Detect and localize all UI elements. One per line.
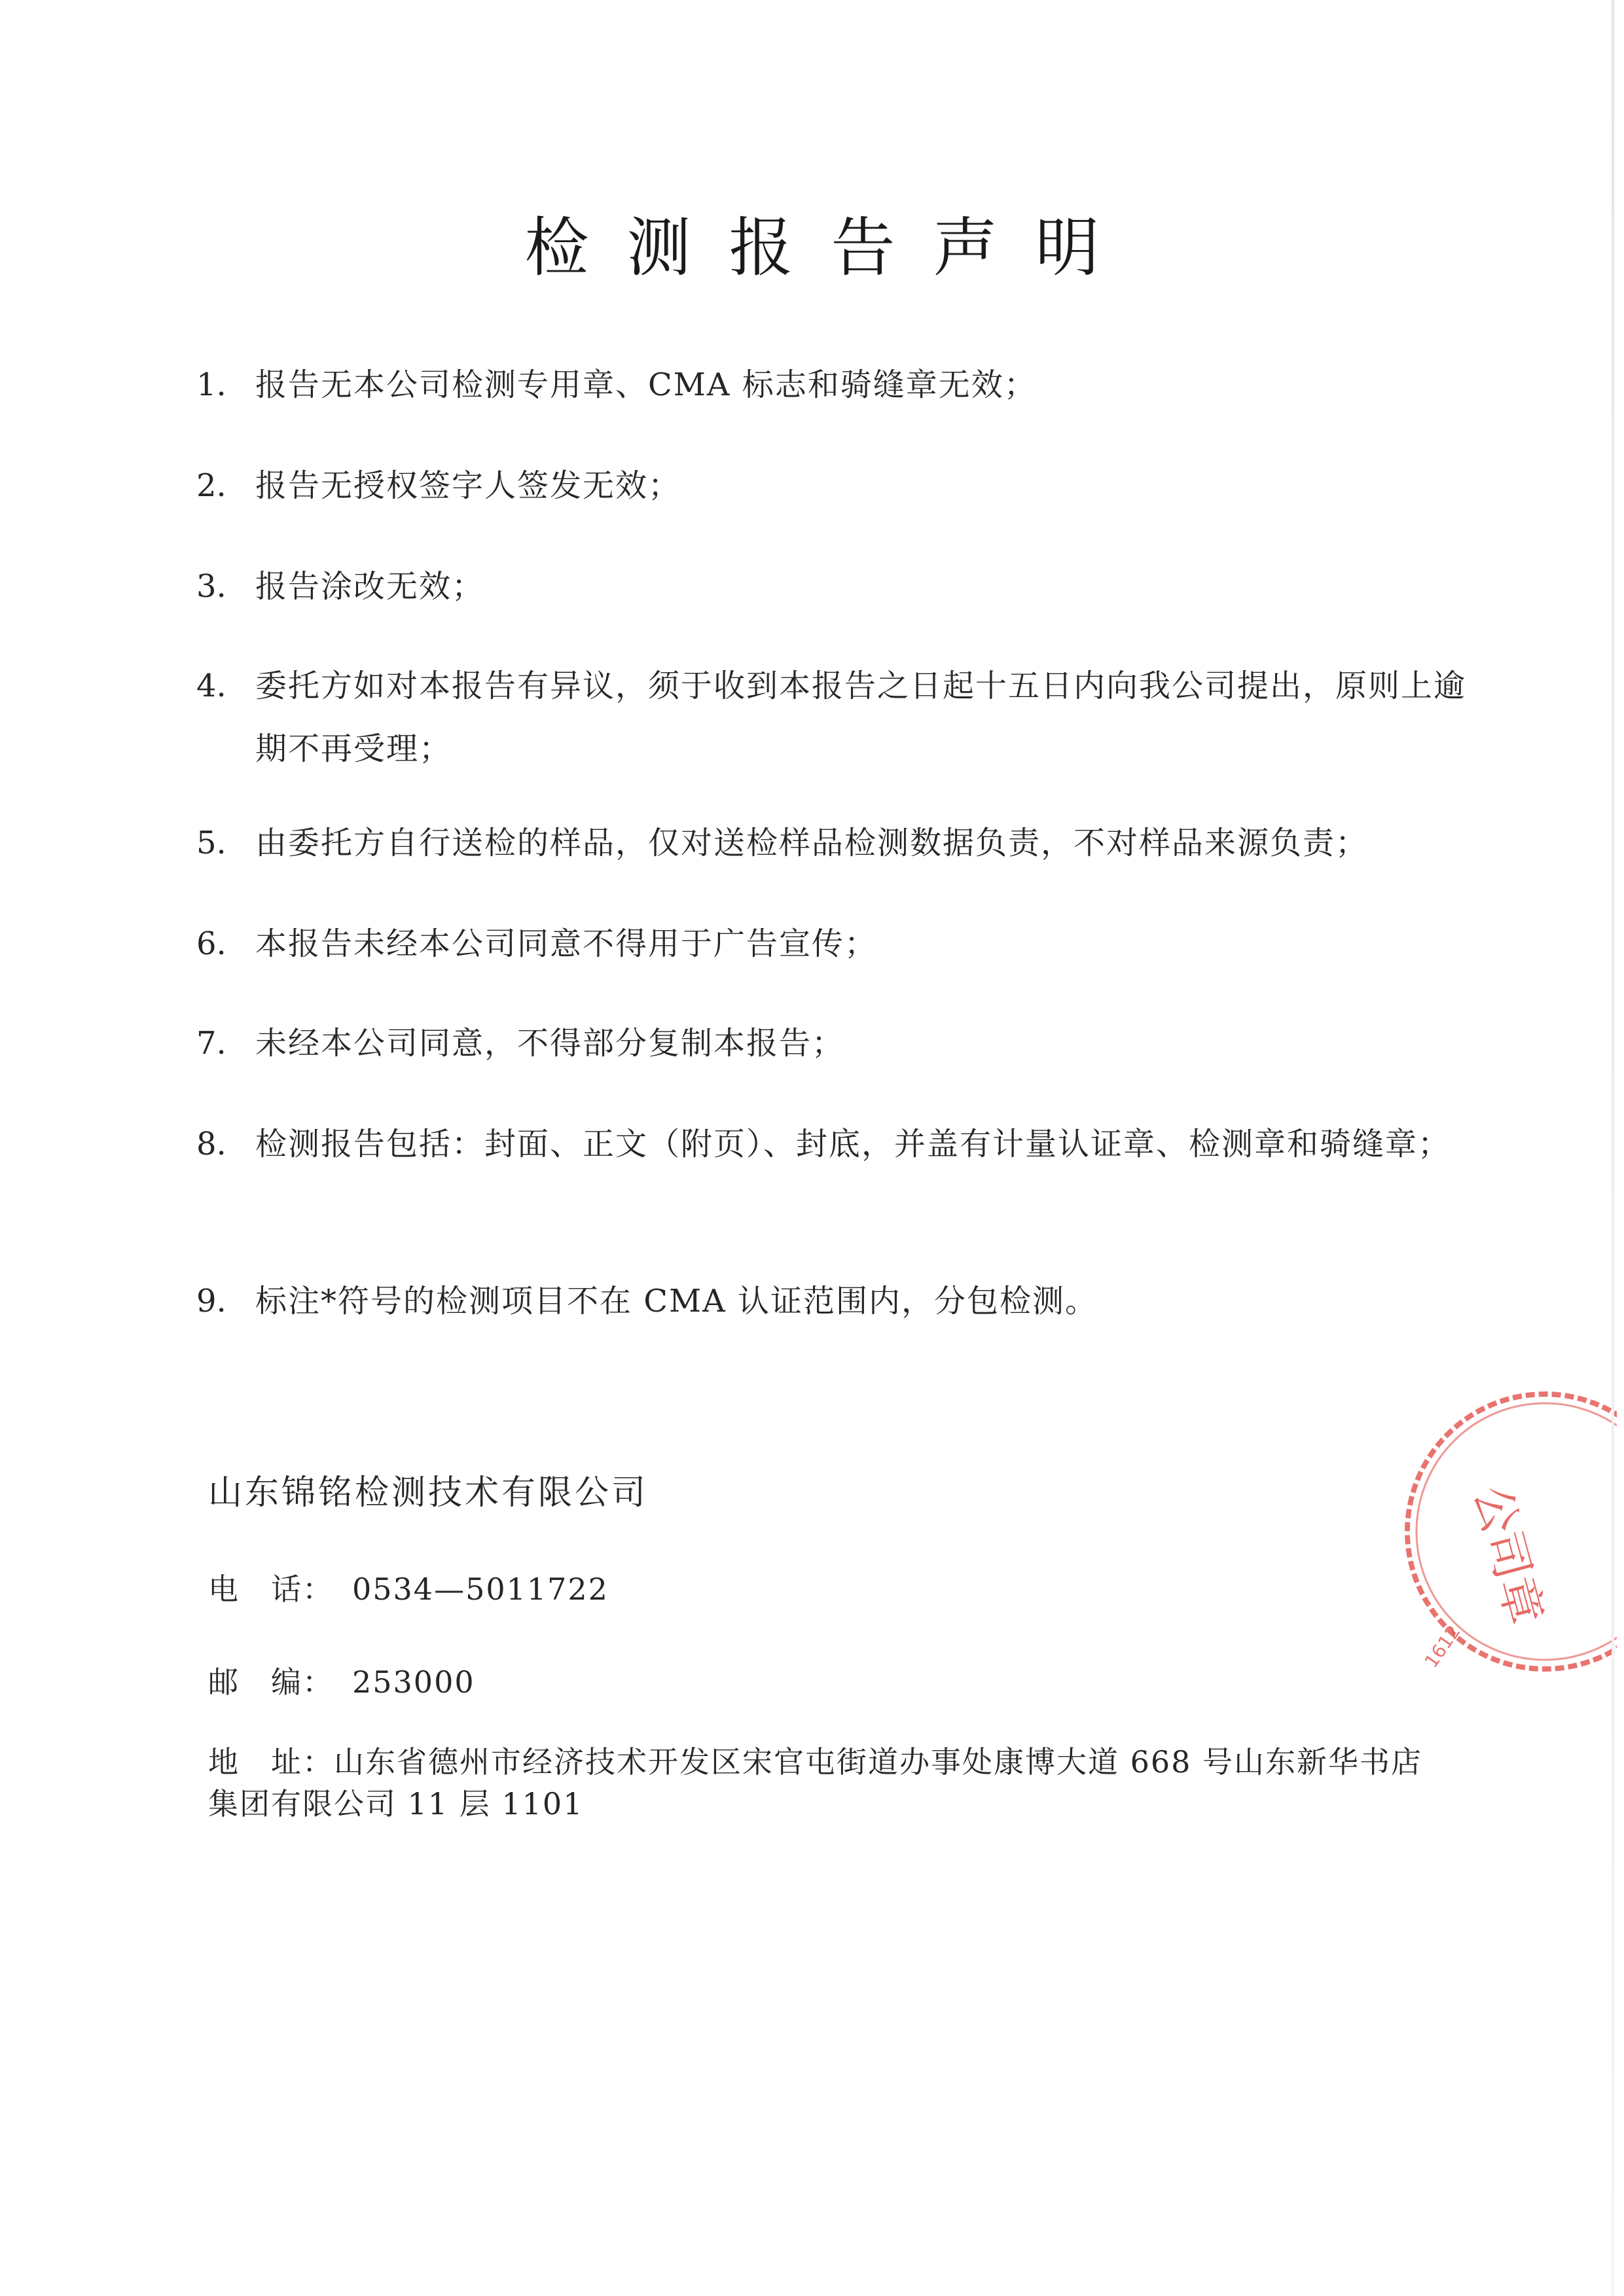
address-block <box>208 1741 1452 1825</box>
statement-item-4 <box>196 655 1473 780</box>
phone-value: 0534—5011722 <box>352 1571 609 1607</box>
statement-item-8 <box>196 1113 1473 1175</box>
address-label: 地 址： <box>208 1744 334 1780</box>
item-number: 7. <box>196 1025 226 1062</box>
item-text: 报告涂改无效； <box>255 568 485 605</box>
statement-item-9 <box>196 1270 1473 1333</box>
item-text: 报告无授权签字人签发无效； <box>255 467 681 504</box>
statement-item-6 <box>196 912 1473 975</box>
postcode-label: 邮 编： <box>208 1664 334 1700</box>
company-name: 山东锦铭检测技术有限公司 <box>208 1473 649 1513</box>
item-text: 委托方如对本报告有异议，须于收到本报告之日起十五日内向我公司提出，原则上逾期不再受理； <box>255 668 1467 767</box>
seal-text: 公司章 <box>1464 1479 1554 1631</box>
item-number: 8. <box>196 1126 226 1162</box>
statement-item-1 <box>196 353 1473 416</box>
address-value: 山东省德州市经济技术开发区宋官屯街道办事处康博大道 668 号山东新华书店集团有限公司 11 层 1101 <box>208 1744 1423 1821</box>
item-text: 报告无本公司检测专用章、CMA 标志和骑缝章无效； <box>255 367 1037 403</box>
postcode-line <box>208 1659 475 1702</box>
item-number: 3. <box>196 568 226 605</box>
item-number: 5. <box>196 825 226 861</box>
statement-item-2 <box>196 454 1473 517</box>
phone-label: 电 话： <box>208 1571 334 1607</box>
statement-item-7 <box>196 1012 1473 1075</box>
item-text: 未经本公司同意，不得部分复制本报告； <box>255 1025 845 1062</box>
phone-line <box>208 1566 609 1609</box>
item-number: 1. <box>196 367 226 403</box>
item-number: 4. <box>196 668 226 704</box>
item-text: 标注*符号的检测项目不在 CMA 认证范围内，分包检测。 <box>255 1283 1098 1319</box>
item-number: 6. <box>196 925 226 962</box>
statement-item-5 <box>196 812 1473 874</box>
company-seal <box>1381 1381 1617 1682</box>
postcode-value: 253000 <box>352 1664 475 1700</box>
seal-number: 1612 <box>1420 1621 1465 1672</box>
item-text: 检测报告包括：封面、正文（附页）、封底，并盖有计量认证章、检测章和骑缝章； <box>255 1126 1451 1162</box>
item-text: 由委托方自行送检的样品，仅对送检样品检测数据负责，不对样品来源负责； <box>255 825 1369 861</box>
statement-item-3 <box>196 555 1473 618</box>
item-text: 本报告未经本公司同意不得用于广告宣传； <box>255 925 878 962</box>
item-number: 9. <box>196 1283 226 1319</box>
item-number: 2. <box>196 467 226 504</box>
page-title: 检测报告声明 <box>524 211 1138 285</box>
scan-edge <box>1612 0 1614 2296</box>
